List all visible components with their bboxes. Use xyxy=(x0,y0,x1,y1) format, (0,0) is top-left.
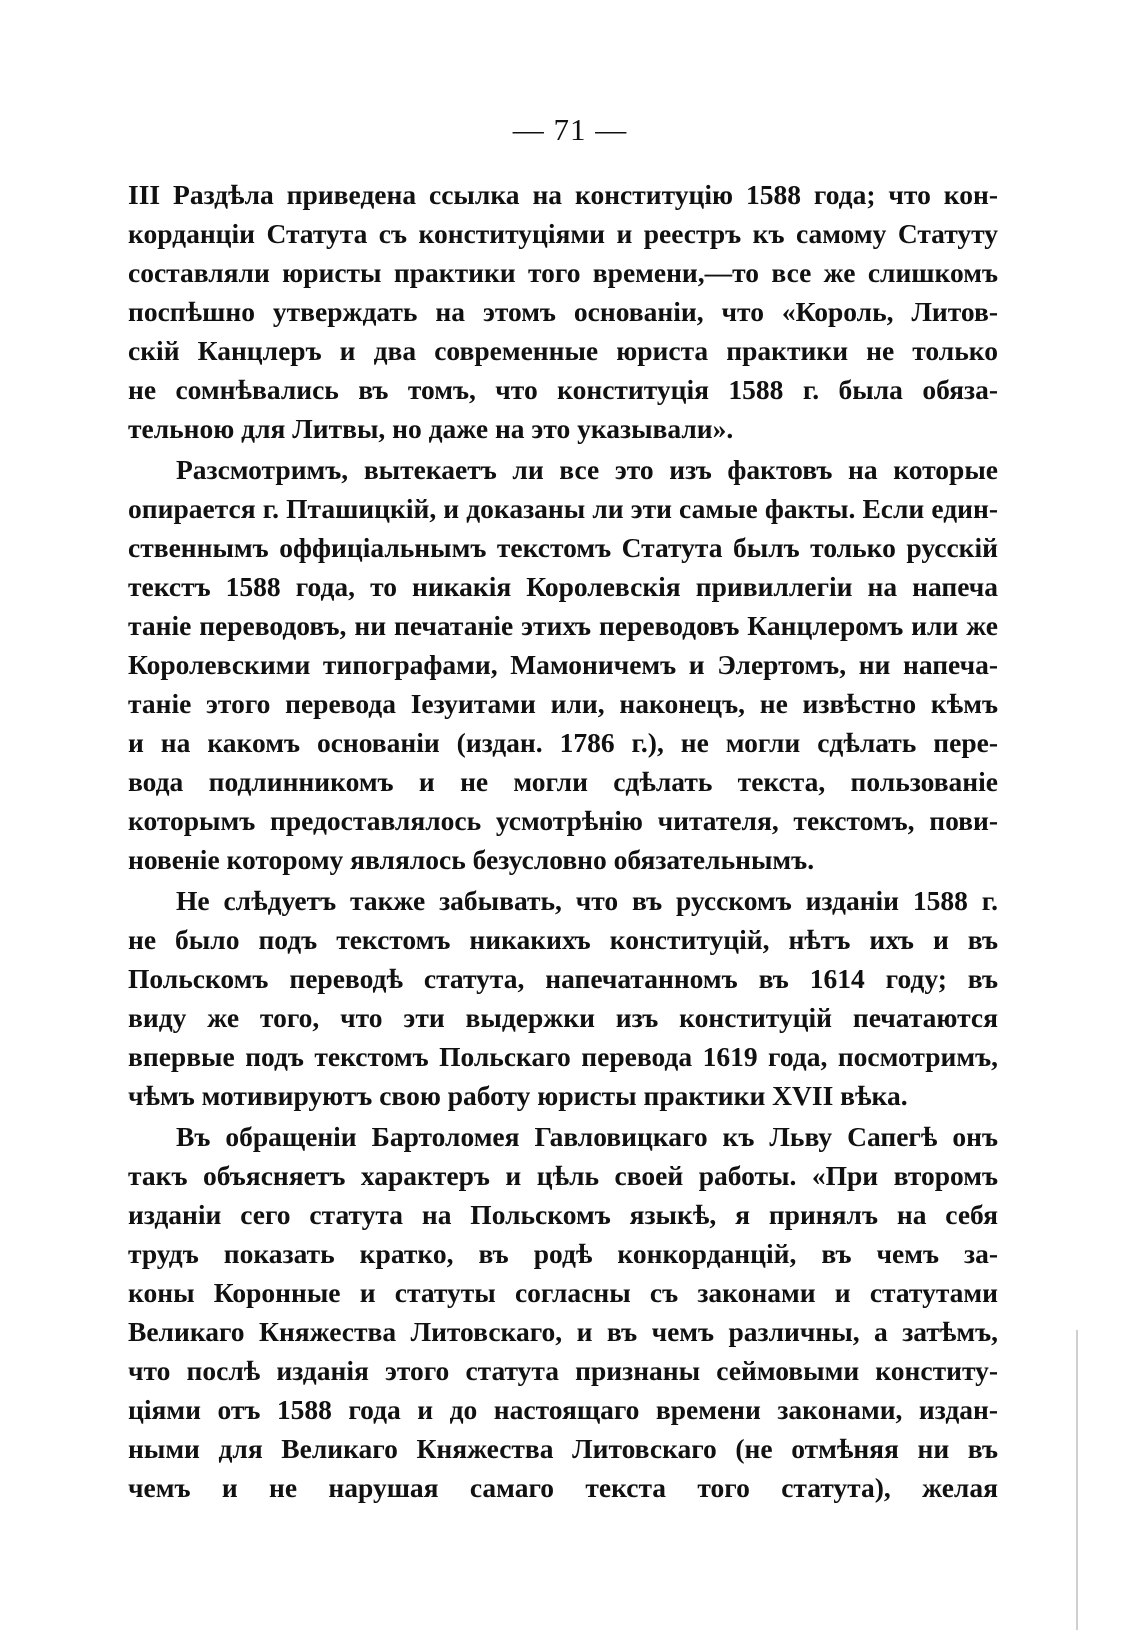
text-line: и на какомъ основаніи (издан. 1786 г.), не могли сдѣлать пере- xyxy=(128,727,998,758)
text-line: Не слѣдуетъ также забывать, что въ русскомъ изданіи 1588 г. xyxy=(176,885,998,916)
text-line: скій Канцлеръ и два современные юриста практики не только xyxy=(128,335,998,366)
page-number: — 71 — xyxy=(512,112,628,147)
text-line: чѣмъ мотивируютъ свою работу юристы практики XVII вѣка. xyxy=(128,1080,908,1111)
text-line: опирается г. Пташицкій, и доказаны ли эти самые факты. Если един- xyxy=(128,493,998,524)
text-line: ственнымъ оффиціальнымъ текстомъ Статута былъ только русскій xyxy=(128,532,998,563)
text-line: таніе переводовъ, ни печатаніе этихъ переводовъ Канцлеромъ или же xyxy=(128,610,998,641)
text-line: Въ обращеніи Бартоломея Гавловицкаго къ Льву Сапегѣ онъ xyxy=(176,1121,998,1152)
text-line: ными для Великаго Княжества Литовскаго (не отмѣняя ни въ xyxy=(128,1433,998,1464)
text-line: чемъ и не нарушая самаго текста того статута), желая xyxy=(128,1472,998,1503)
text-line: изданіи сего статута на Польскомъ языкѣ, я принялъ на себя xyxy=(128,1199,998,1230)
text-line: тельною для Литвы, но даже на это указывали». xyxy=(128,413,734,444)
text-line: впервые подъ текстомъ Польскаго перевода 1619 года, посмотримъ, xyxy=(128,1041,998,1072)
text-line: III Раздѣла приведена ссылка на конституцію 1588 года; что кон- xyxy=(128,179,998,210)
paragraph-2 xyxy=(128,450,998,879)
text-line: корданціи Статута съ конституціями и реестръ къ самому Статуту xyxy=(128,218,998,249)
text-line: такъ объясняетъ характеръ и цѣль своей работы. «При второмъ xyxy=(128,1160,998,1191)
text-line: поспѣшно утверждать на этомъ основаніи, что «Король, Литов- xyxy=(128,296,998,327)
text-line: коны Коронные и статуты согласны съ законами и статутами xyxy=(128,1277,998,1308)
text-line: составляли юристы практики того времени,—то все же слишкомъ xyxy=(128,257,998,288)
text-line: трудъ показать кратко, въ родѣ конкорданцій, въ чемъ за- xyxy=(128,1238,998,1269)
paragraph-1 xyxy=(128,175,998,448)
text-line: новеніе которому являлось безусловно обязательнымъ. xyxy=(128,844,815,875)
text-line: не сомнѣвались въ томъ, что конституція 1588 г. была обяза- xyxy=(128,374,998,405)
text-line: Великаго Княжества Литовскаго, и въ чемъ различны, а затѣмъ, xyxy=(128,1316,998,1347)
text-line: виду же того, что эти выдержки изъ конституцій печатаются xyxy=(128,1002,998,1033)
text-line: Королевскими типографами, Мамоничемъ и Элертомъ, ни напеча- xyxy=(128,649,998,680)
text-line: Разсмотримъ, вытекаетъ ли все это изъ фактовъ на которые xyxy=(176,454,998,485)
text-line: которымъ предоставлялось усмотрѣнію читателя, текстомъ, пови- xyxy=(128,805,998,836)
paragraph-3 xyxy=(128,881,998,1115)
paragraph-4 xyxy=(128,1117,998,1507)
text-line: что послѣ изданія этого статута признаны сеймовыми конститу- xyxy=(128,1355,998,1386)
body-text xyxy=(128,175,998,1507)
page-edge-mark xyxy=(1076,1330,1078,1630)
text-line: вода подлинникомъ и не могли сдѣлать текста, пользованіе xyxy=(128,766,998,797)
text-line: ціями отъ 1588 года и до настоящаго времени законами, издан- xyxy=(128,1394,998,1425)
text-line: текстъ 1588 года, то никакія Королевскія привиллегіи на напеча xyxy=(128,571,998,602)
text-line: таніе этого перевода Іезуитами или, наконецъ, не извѣстно кѣмъ xyxy=(128,688,998,719)
text-line: не было подъ текстомъ никакихъ конституцій, нѣтъ ихъ и въ xyxy=(128,924,998,955)
text-line: Польскомъ переводѣ статута, напечатанномъ въ 1614 году; въ xyxy=(128,963,998,994)
